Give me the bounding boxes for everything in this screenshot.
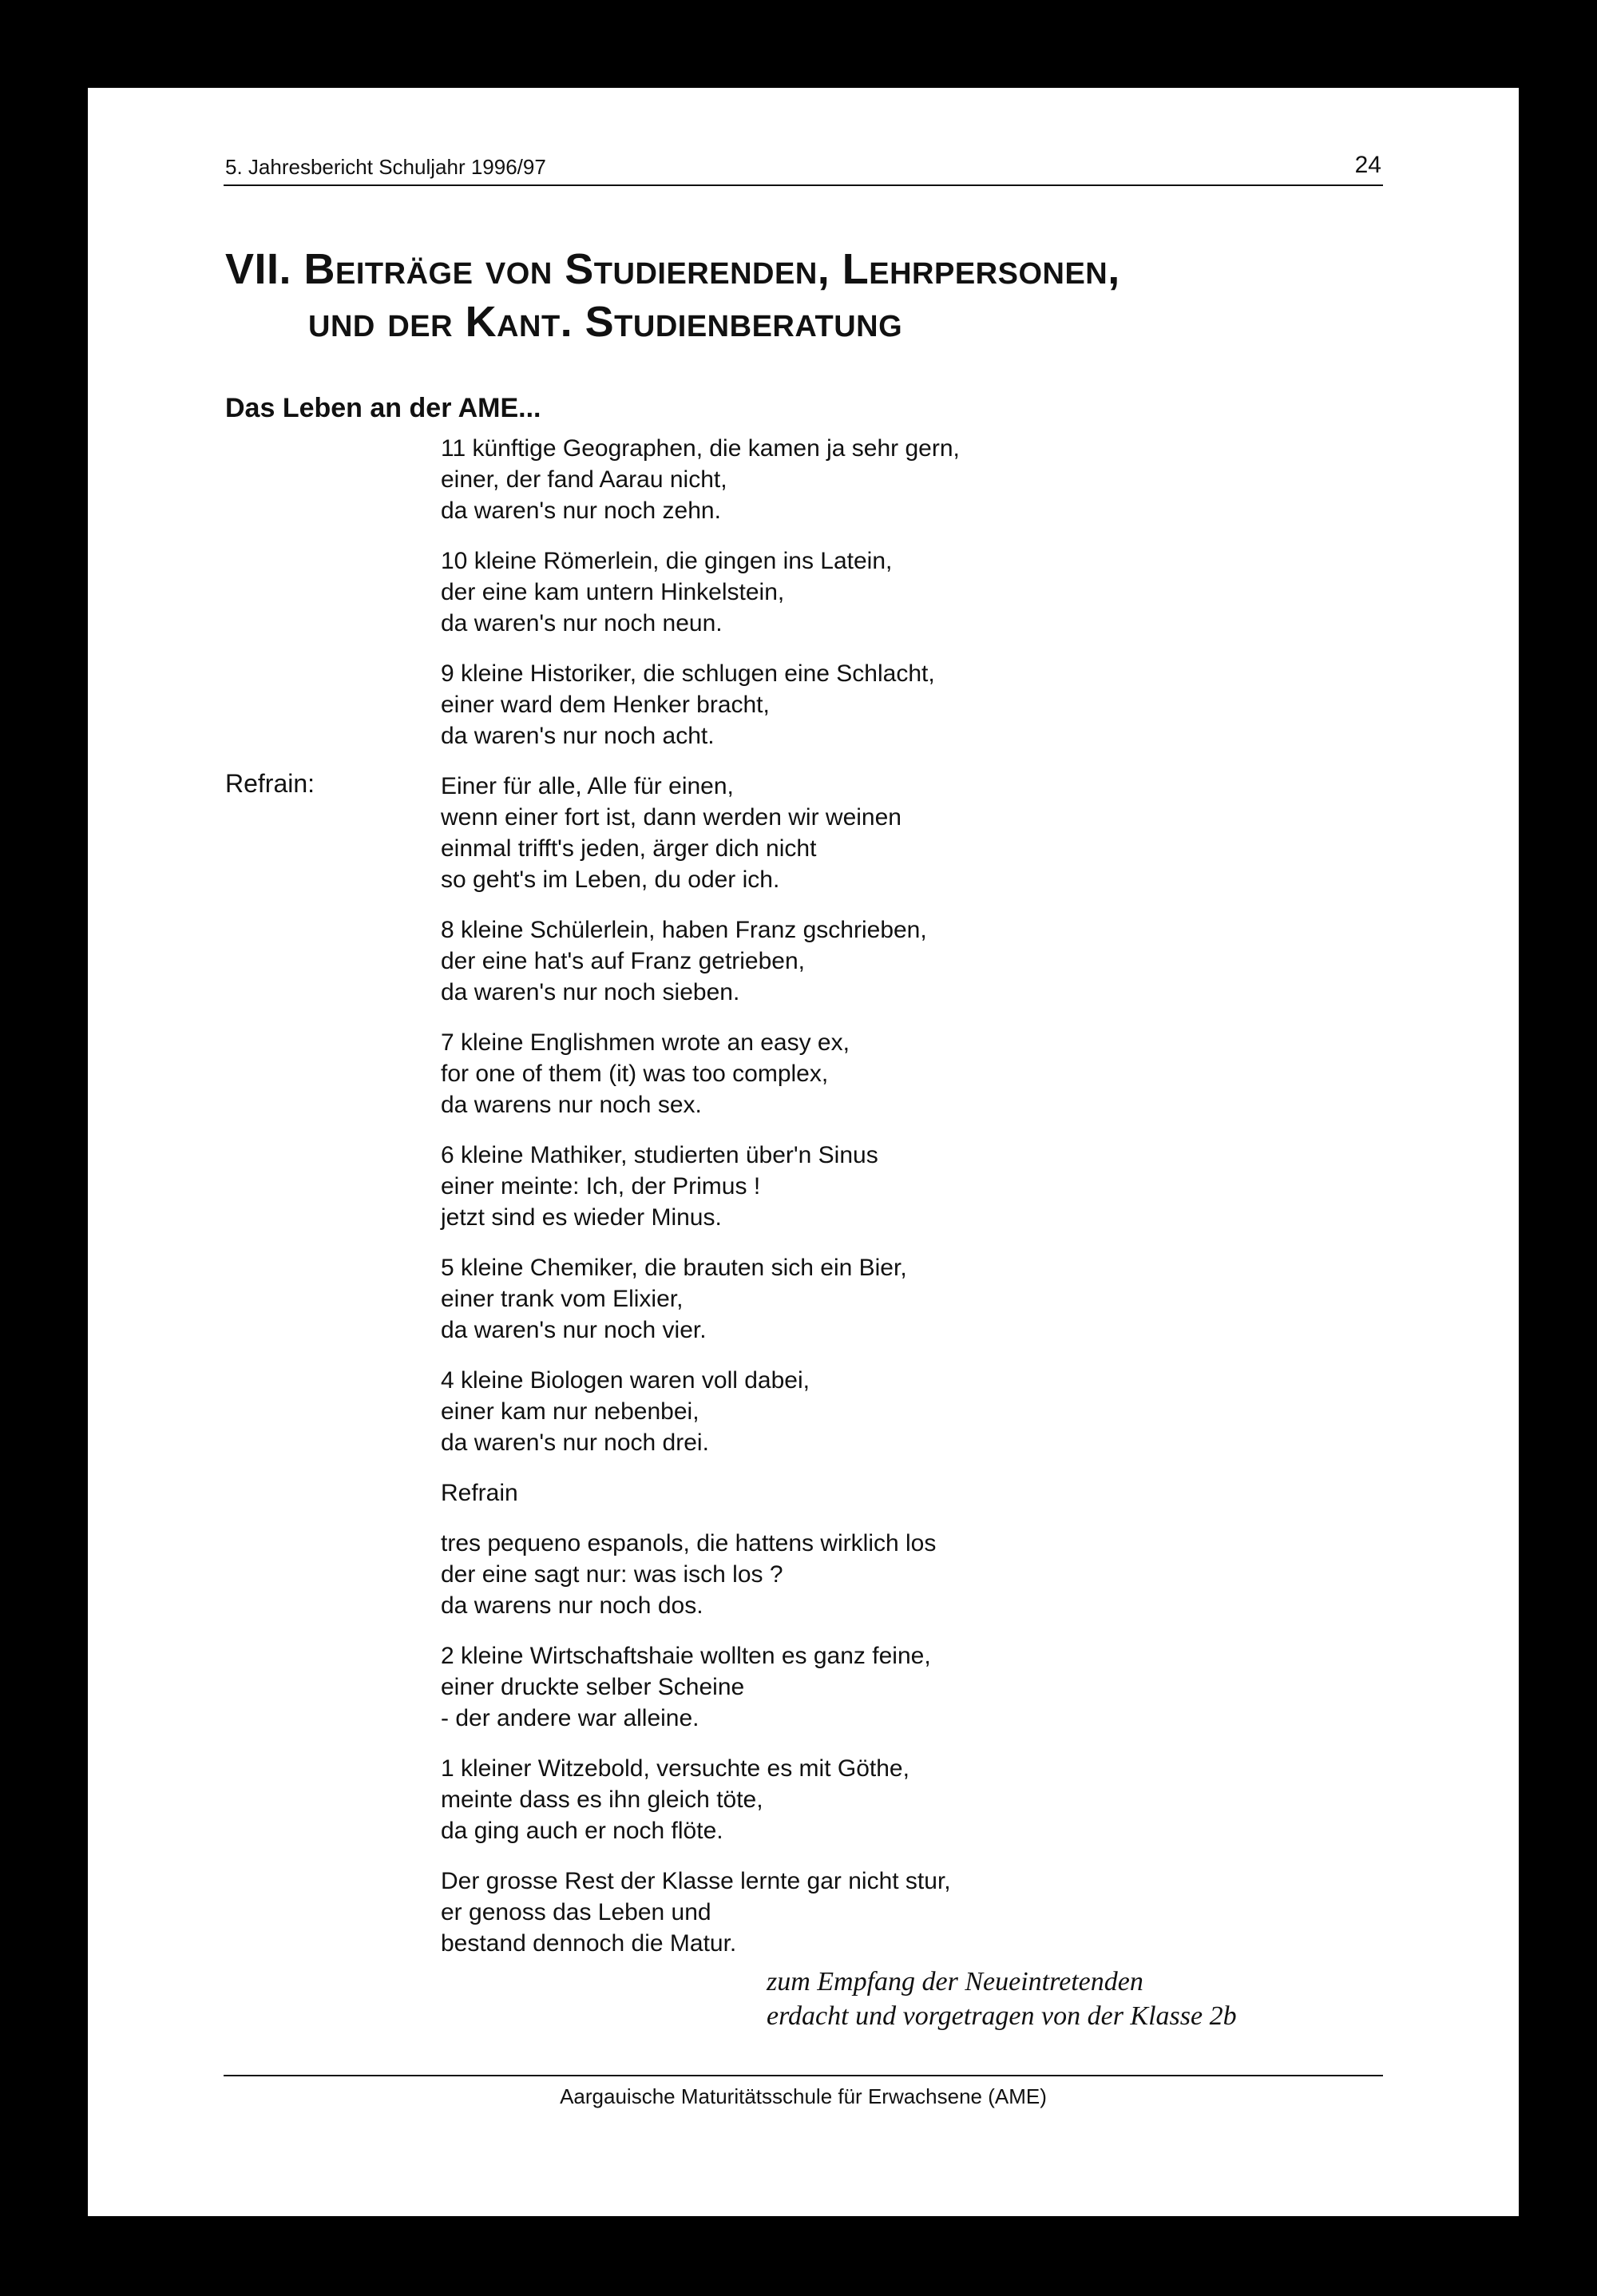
verse-line: meinte dass es ihn gleich töte,	[441, 1786, 763, 1813]
verse-line: Einer für alle, Alle für einen,	[441, 773, 734, 799]
verse-line: 5 kleine Chemiker, die brauten sich ein Bier,	[441, 1255, 907, 1281]
verse-line: da waren's nur noch acht.	[441, 723, 715, 749]
stanza	[441, 1866, 1359, 1959]
verse-line: einer, der fand Aarau nicht,	[441, 466, 727, 493]
stanza	[441, 658, 1359, 751]
verse-line: 4 kleine Biologen waren voll dabei,	[441, 1367, 810, 1394]
verse-line: 2 kleine Wirtschaftshaie wollten es ganz feine,	[441, 1643, 931, 1669]
verse-line: wenn einer fort ist, dann werden wir weinen	[441, 804, 902, 831]
stanza	[441, 1753, 1359, 1846]
header-divider	[224, 184, 1383, 186]
poem-heading: Das Leben an der AME...	[225, 393, 541, 423]
verse-line: einer meinte: Ich, der Primus !	[441, 1173, 761, 1200]
page-footer: Aargauische Maturitätsschule für Erwachsene (AME)	[560, 2084, 1047, 2108]
stanza	[441, 1528, 1359, 1621]
verse-line: der eine hat's auf Franz getrieben,	[441, 948, 806, 974]
stanza	[441, 1252, 1359, 1346]
stanza	[441, 1365, 1359, 1458]
verse-line: einer kam nur nebenbei,	[441, 1398, 699, 1425]
stanza	[441, 545, 1359, 639]
verse-line: da waren's nur noch zehn.	[441, 498, 721, 524]
page-number: 24	[1354, 152, 1381, 178]
stanza	[441, 1640, 1359, 1734]
credit-line-1: zum Empfang der Neueintretenden	[767, 1967, 1143, 1997]
verse-line: bestand dennoch die Matur.	[441, 1930, 737, 1957]
poem-body	[441, 433, 1359, 1978]
poem-credit	[767, 1965, 1237, 2033]
verse-line: der eine kam untern Hinkelstein,	[441, 579, 785, 605]
verse-line: Der grosse Rest der Klasse lernte gar nicht stur,	[441, 1868, 951, 1894]
refrain-label: Refrain:	[225, 769, 315, 798]
section-title-line-1: VII. Beiträge von Studierenden, Lehrpersonen,	[225, 245, 1120, 293]
document-page	[88, 88, 1519, 2216]
verse-line: jetzt sind es wieder Minus.	[441, 1204, 722, 1231]
verse-line: 8 kleine Schülerlein, haben Franz gschrieben,	[441, 917, 927, 943]
verse-line: der eine sagt nur: was isch los ?	[441, 1561, 783, 1588]
verse-line: er genoss das Leben und	[441, 1899, 711, 1925]
verse-line: 9 kleine Historiker, die schlugen eine Schlacht,	[441, 660, 935, 687]
verse-line: da waren's nur noch vier.	[441, 1317, 707, 1343]
stanza	[441, 1027, 1359, 1120]
verse-line: 10 kleine Römerlein, die gingen ins Latein,	[441, 548, 893, 574]
stanza	[441, 433, 1359, 526]
running-header: 5. Jahresbericht Schuljahr 1996/97	[225, 155, 546, 179]
verse-line: da waren's nur noch neun.	[441, 610, 723, 636]
stanza	[441, 771, 1359, 895]
credit-line-2: erdacht und vorgetragen von der Klasse 2b	[767, 2001, 1237, 2031]
verse-line: 7 kleine Englishmen wrote an easy ex,	[441, 1029, 850, 1056]
verse-line: da warens nur noch dos.	[441, 1592, 703, 1619]
verse-line: da waren's nur noch sieben.	[441, 979, 740, 1005]
verse-line: einer druckte selber Scheine	[441, 1674, 745, 1700]
verse-line: so geht's im Leben, du oder ich.	[441, 866, 780, 893]
section-title-line-2: und der Kant. Studienberatung	[308, 298, 903, 346]
verse-line: da warens nur noch sex.	[441, 1092, 702, 1118]
verse-line: einer ward dem Henker bracht,	[441, 692, 770, 718]
verse-line: tres pequeno espanols, die hattens wirklich los	[441, 1530, 937, 1556]
verse-line: einer trank vom Elixier,	[441, 1286, 684, 1312]
verse-line: for one of them (it) was too complex,	[441, 1061, 829, 1087]
stanza	[441, 1140, 1359, 1233]
verse-line: Refrain	[441, 1480, 518, 1506]
verse-line: da waren's nur noch drei.	[441, 1430, 709, 1456]
stanza	[441, 1477, 1359, 1509]
verse-line: einmal trifft's jeden, ärger dich nicht	[441, 835, 817, 862]
stanza	[441, 914, 1359, 1008]
footer-divider	[224, 2075, 1383, 2076]
verse-line: 1 kleiner Witzebold, versuchte es mit Göthe,	[441, 1755, 909, 1782]
verse-line: 11 künftige Geographen, die kamen ja sehr gern,	[441, 435, 960, 462]
verse-line: 6 kleine Mathiker, studierten über'n Sinus	[441, 1142, 878, 1168]
verse-line: - der andere war alleine.	[441, 1705, 699, 1731]
verse-line: da ging auch er noch flöte.	[441, 1818, 723, 1844]
